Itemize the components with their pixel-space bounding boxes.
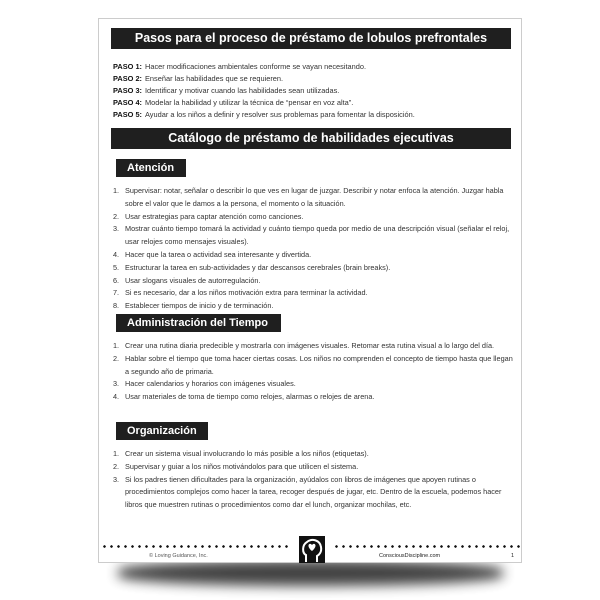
list-item <box>113 340 513 353</box>
item-text: Hacer calendarios y horarios con imágenes visuales. <box>125 379 296 389</box>
list-item <box>113 391 513 404</box>
item-text: Supervisar: notar, señalar o describir lo que ves en lugar de juzgar. Describir y notar enfoca la atención. Juzgar habla sobre el valor que le damos a la persona, el momento o la situación. <box>125 186 504 208</box>
section-heading-tiempo: Administración del Tiempo <box>116 314 281 332</box>
step-label: PASO 5: <box>113 110 143 119</box>
organizacion-list <box>113 448 513 512</box>
item-text: Si es necesario, dar a los niños motivación extra para terminar la actividad. <box>125 288 368 298</box>
item-number: 2. <box>113 211 120 221</box>
step-item <box>113 97 415 109</box>
step-item <box>113 61 415 73</box>
item-number: 4. <box>113 392 120 402</box>
list-item <box>113 448 513 461</box>
item-number: 1. <box>113 186 120 195</box>
step-text: Identificar y motivar cuando las habilidades sean utilizadas. <box>145 86 340 95</box>
steps-list <box>113 61 415 121</box>
item-text: Si los padres tienen dificultades para la organización, ayúdalos con libros de imágenes que apoyen rutinas o procedimientos complejos como hacer la tarea, recoger después de jugar, etc. Dentro de la escuela, podemos hacer libros que muestren rutinas o procedimientos como dar el lunch, organizar mochilas, etc. <box>125 474 502 510</box>
document-page <box>98 18 522 563</box>
list-item <box>113 461 513 474</box>
item-text: Usar estrategias para captar atención como canciones. <box>125 211 304 221</box>
page-footer <box>99 543 521 563</box>
list-item <box>113 300 513 313</box>
list-item <box>113 249 513 262</box>
dotted-divider <box>333 545 521 548</box>
item-text: Usar slogans visuales de autorregulación. <box>125 275 261 285</box>
step-text: Hacer modificaciones ambientales conforme se vayan necesitando. <box>145 62 367 71</box>
atencion-list <box>113 185 513 313</box>
item-text: Usar materiales de toma de tiempo como relojes, alarmas o relojes de arena. <box>125 392 375 402</box>
item-number: 3. <box>113 474 120 484</box>
list-item <box>113 275 513 288</box>
item-text: Mostrar cuánto tiempo tomará la actividad y cuánto tiempo queda por medio de una descripción visual (señalar el reloj, usar relojes como mensajes visuales). <box>125 224 510 247</box>
item-number: 6. <box>113 275 120 285</box>
step-label: PASO 2: <box>113 74 143 83</box>
list-item <box>113 223 513 249</box>
section-heading-atencion: Atención <box>116 159 186 177</box>
item-number: 4. <box>113 249 120 259</box>
item-number: 3. <box>113 379 120 389</box>
step-text: Modelar la habilidad y utilizar la técnica de “pensar en voz alta”. <box>145 98 354 107</box>
item-number: 1. <box>113 449 120 458</box>
item-text: Crear un sistema visual involucrando lo más posible a los niños (etiquetas). <box>125 449 369 458</box>
list-item <box>113 474 513 512</box>
page-title: Pasos para el proceso de préstamo de lobulos prefrontales <box>111 28 511 49</box>
step-label: PASO 4: <box>113 98 143 107</box>
item-number: 8. <box>113 301 120 311</box>
list-item <box>113 378 513 391</box>
item-text: Supervisar y guiar a los niños motivándolos para que utilicen el sistema. <box>125 461 359 471</box>
brain-logo-icon <box>299 536 325 563</box>
item-text: Crear una rutina diaria predecible y mostrarla con imágenes visuales. Retomar esta rutina visual a lo largo del día. <box>125 341 495 350</box>
item-text: Establecer tiempos de inicio y de terminación. <box>125 301 274 311</box>
step-label: PASO 3: <box>113 86 143 95</box>
dotted-divider <box>101 545 291 548</box>
page-number: 1 <box>511 553 515 559</box>
catalog-title: Catálogo de préstamo de habilidades ejecutivas <box>111 128 511 149</box>
item-number: 1. <box>113 341 120 350</box>
copyright: © Loving Guidance, Inc. <box>149 553 208 559</box>
section-heading-organizacion: Organización <box>116 422 208 440</box>
page-shadow <box>118 560 503 586</box>
item-number: 2. <box>113 353 120 363</box>
list-item <box>113 211 513 224</box>
step-item <box>113 73 415 85</box>
item-text: Hablar sobre el tiempo que toma hacer ciertas cosas. Los niños no comprenden el concepto de tiempo hasta que llegan a segundo año de primaria. <box>125 353 513 376</box>
step-item <box>113 85 415 97</box>
step-label: PASO 1: <box>113 62 143 71</box>
list-item <box>113 262 513 275</box>
item-number: 5. <box>113 262 120 272</box>
item-number: 7. <box>113 288 120 298</box>
tiempo-list <box>113 340 513 404</box>
list-item <box>113 353 513 379</box>
item-text: Hacer que la tarea o actividad sea interesante y divertida. <box>125 249 312 259</box>
step-text: Enseñar las habilidades que se requieren. <box>145 74 284 83</box>
step-text: Ayudar a los niños a definir y resolver sus problemas para fomentar la disposición. <box>145 110 415 119</box>
step-item <box>113 109 415 121</box>
website-link[interactable]: ConsciousDiscipline.com <box>379 553 441 559</box>
item-text: Estructurar la tarea en sub-actividades y dar descansos cerebrales (brain breaks). <box>125 262 391 272</box>
list-item <box>113 287 513 300</box>
item-number: 2. <box>113 461 120 471</box>
item-number: 3. <box>113 224 120 234</box>
list-item <box>113 185 513 211</box>
